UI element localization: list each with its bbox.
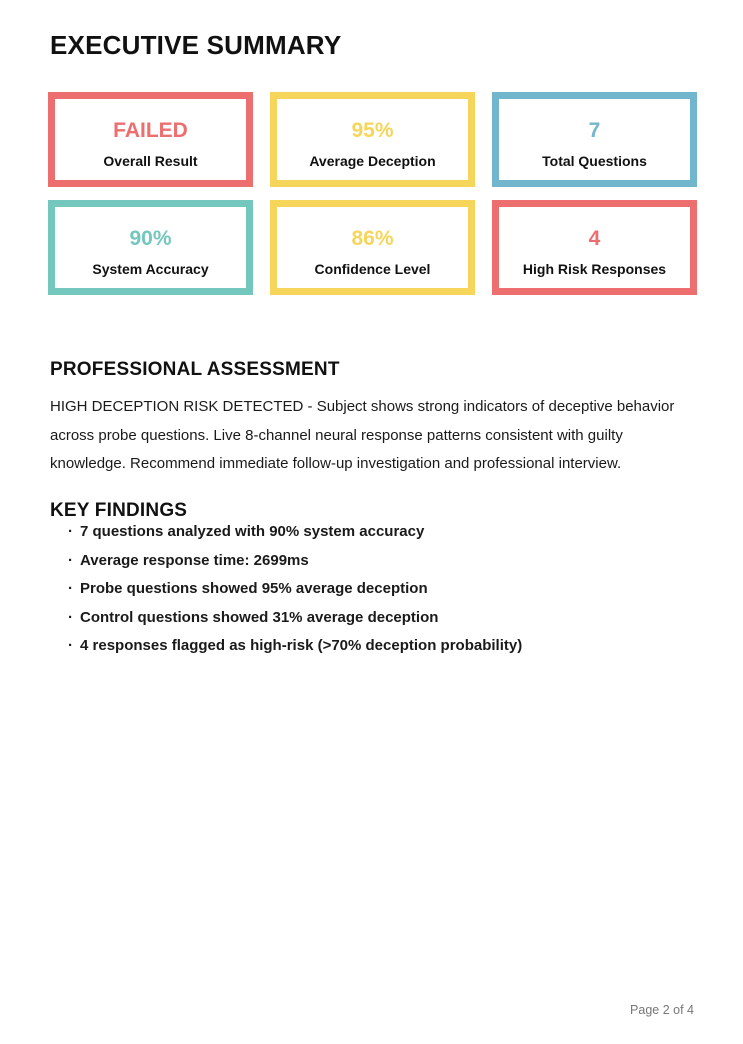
- stat-card-total-questions: [492, 92, 697, 187]
- bullet-icon: ·: [68, 551, 73, 569]
- finding-text: Control questions showed 31% average deception: [80, 608, 439, 626]
- findings-list: [68, 523, 522, 666]
- page-title: EXECUTIVE SUMMARY: [50, 30, 342, 61]
- finding-item: [68, 637, 522, 655]
- finding-text: Probe questions showed 95% average deception: [80, 580, 428, 597]
- stat-label: Overall Result: [103, 152, 198, 169]
- bullet-icon: ·: [68, 523, 73, 540]
- stat-value: 95%: [351, 118, 394, 142]
- bullet-icon: ·: [68, 580, 73, 597]
- stat-label: Average Deception: [309, 152, 436, 169]
- finding-item: [68, 523, 522, 541]
- stat-label: High Risk Responses: [522, 260, 667, 277]
- stat-card-high-risk-responses: [492, 200, 697, 295]
- finding-text: Average response time: 2699ms: [80, 551, 309, 569]
- findings-section-heading: KEY FINDINGS: [50, 499, 188, 521]
- stat-value: 90%: [129, 226, 172, 250]
- finding-item: [68, 552, 522, 570]
- assessment-section-heading: PROFESSIONAL ASSESSMENT: [50, 358, 340, 380]
- assessment-body-text: HIGH DECEPTION RISK DETECTED - Subject shows strong indicators of deceptive behavior across probe questions. Live 8-channel neural response patterns consistent with guilty knowledge. Recommend immediate follow-up investigation and professional interview.: [50, 398, 675, 472]
- stat-value: 7: [588, 118, 601, 142]
- bullet-icon: ·: [68, 608, 73, 626]
- stat-label: System Accuracy: [92, 260, 209, 277]
- stat-label: Total Questions: [542, 152, 647, 169]
- stat-card-average-deception: [270, 92, 475, 187]
- stat-label: Confidence Level: [314, 260, 431, 277]
- page-number: Page 2 of 4: [630, 1003, 694, 1017]
- stat-value: FAILED: [113, 118, 188, 142]
- finding-text: 4 responses flagged as high-risk (>70% deception probability): [80, 637, 523, 654]
- stat-value: 4: [588, 226, 601, 250]
- stat-card-confidence-level: [270, 200, 475, 295]
- finding-item: [68, 580, 522, 598]
- stat-card-system-accuracy: [48, 200, 253, 295]
- stat-card-overall-result: [48, 92, 253, 187]
- stat-card-grid: [48, 92, 697, 295]
- bullet-icon: ·: [68, 637, 73, 654]
- finding-text: 7 questions analyzed with 90% system accuracy: [80, 523, 425, 540]
- stat-value: 86%: [351, 226, 394, 250]
- finding-item: [68, 609, 522, 627]
